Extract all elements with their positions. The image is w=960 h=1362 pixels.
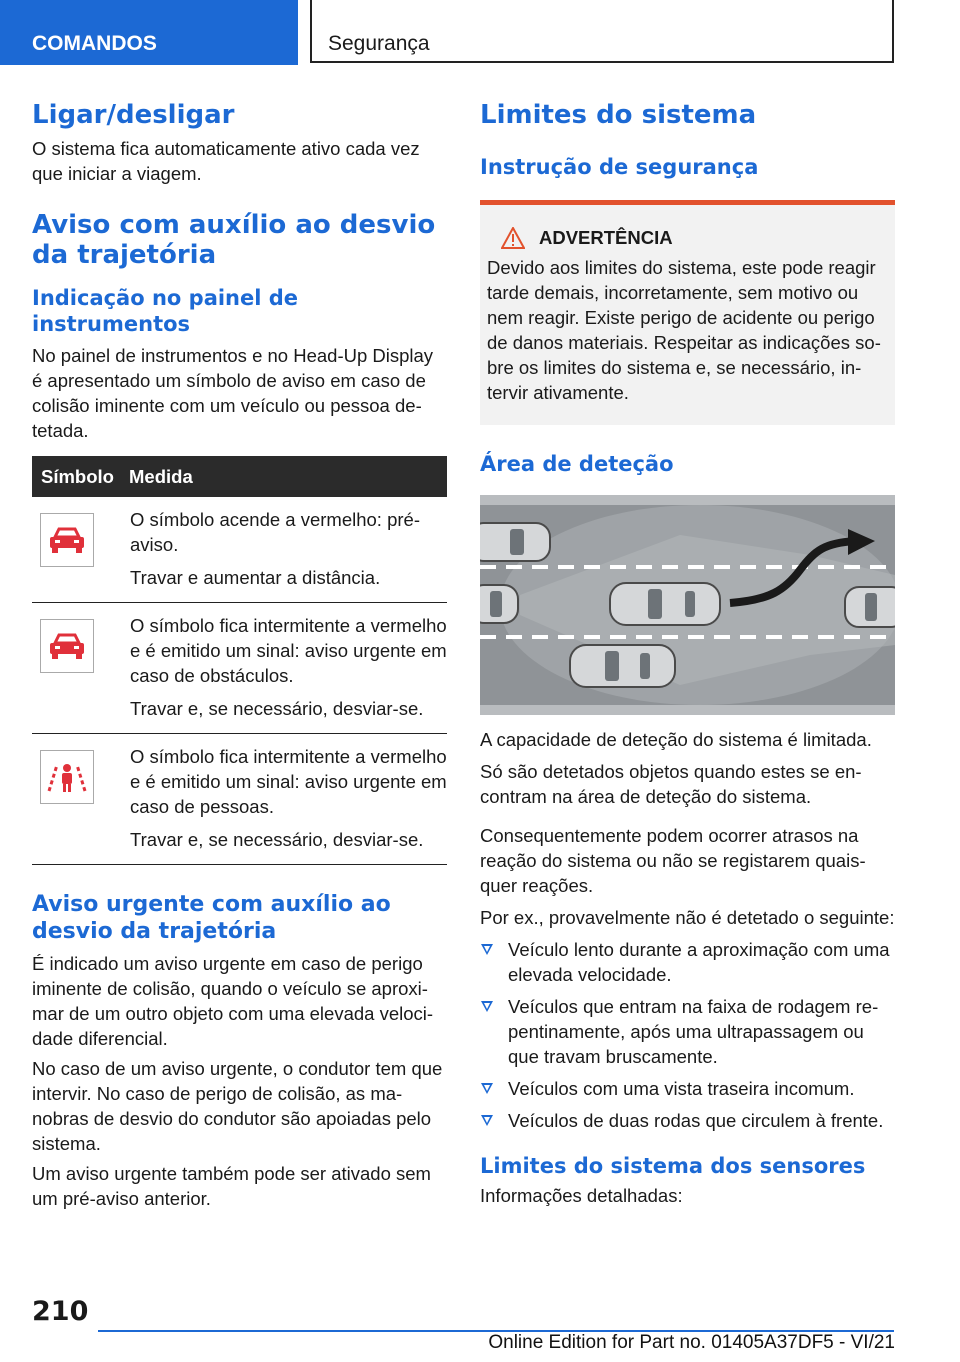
right-column <box>480 100 895 1208</box>
edition-footer: Online Edition for Part no. 01405A37DF5 - VI/21 <box>488 1332 895 1353</box>
bullet-triangle-icon <box>481 1115 493 1126</box>
heading-instrument-display: Indicação no painel de instrumentos <box>32 286 299 336</box>
measure-text: O símbolo fica intermitente a vermelho e é emitido um sinal: aviso urgente em caso de pessoas. <box>130 746 447 817</box>
symbol-cell <box>32 613 130 721</box>
bullet-triangle-icon <box>481 1083 493 1094</box>
paragraph-area-3: Consequentemente podem ocorrer atrasos na reação do sistema ou não se registarem quaisquer reações. <box>480 825 866 896</box>
pedestrian-warning-icon <box>40 750 94 804</box>
paragraph-on-off: O sistema fica automaticamente ativo cada vez que iniciar a viagem. <box>32 138 420 184</box>
paragraph-instrument-display: No painel de instrumentos e no Head-Up Display é apresentado um símbolo de aviso em caso de colisão iminente com um veículo ou pessoa detetada. <box>32 345 434 441</box>
list-item-text: Veículos de duas rodas que circulem à frente. <box>508 1110 884 1131</box>
list-item-text: Veículos com uma vista traseira incomum. <box>508 1078 855 1099</box>
paragraph-urgent-1: É indicado um aviso urgente em caso de perigo iminente de colisão, quando o veículo se aproximar de um outro objeto com uma elevada velocidade diferencial. <box>32 953 434 1049</box>
heading-collision-warning: Aviso com auxílio ao desvio da trajetória <box>32 210 436 270</box>
paragraph-area-1: A capacidade de deteção do sistema é limitada. <box>480 729 872 750</box>
paragraph-area-4: Por ex., provavelmente não é detetado o seguinte: <box>480 907 895 928</box>
list-item <box>480 994 895 1069</box>
heading-system-limits: Limites do sistema <box>480 100 757 130</box>
detection-area-illustration <box>480 495 895 715</box>
measure-cell <box>130 613 447 721</box>
table-header <box>32 456 447 497</box>
heading-sensor-limits: Limites do sistema dos sensores <box>480 1154 866 1178</box>
table-row <box>32 497 447 603</box>
symbol-cell <box>32 507 130 590</box>
warning-text: Devido aos limites do sistema, este pode reagir tarde demais, incorretamente, sem motivo ou nem reagir. Existe perigo de acidente ou perigo de danos materiais. Respeitar as indicações sobre os limites do sistema e, se necessário, intervir ativamente. <box>487 257 881 403</box>
symbol-table <box>32 456 447 865</box>
paragraph-urgent-2: No caso de um aviso urgente, o condutor tem que intervir. No caso de perigo de colisão, as manobras de desvio do condutor são apoiadas pelo sistema. <box>32 1058 443 1154</box>
table-row <box>32 603 447 734</box>
measure-cell <box>130 744 447 852</box>
table-row <box>32 734 447 865</box>
heading-on-off: Ligar/desligar <box>32 100 235 130</box>
car-warning-red-icon <box>40 513 94 567</box>
warning-title-row <box>487 227 885 249</box>
bullet-triangle-icon <box>481 944 493 955</box>
measure-action: Travar e, se necessário, desviar-se. <box>130 698 424 719</box>
list-item <box>480 1108 895 1133</box>
measure-text: O símbolo acende a vermelho: pré-aviso. <box>130 509 420 555</box>
section-tab <box>0 0 298 65</box>
topic-header <box>310 0 894 63</box>
list-item <box>480 1076 895 1101</box>
heading-detection-area: Área de deteção <box>480 452 674 476</box>
paragraph-area-2: Só são detetados objetos quando estes se encontram na área de deteção do sistema. <box>480 761 862 807</box>
paragraph-urgent-3: Um aviso urgente também pode ser ativado sem um pré-aviso anterior. <box>32 1163 431 1209</box>
measure-cell <box>130 507 447 590</box>
list-item-text: Veículos que entram na faixa de rodagem repentinamente, após uma ultrapassagem ou que travam bruscamente. <box>508 996 879 1067</box>
topic-label: Segurança <box>328 32 430 55</box>
column-measure: Medida <box>129 466 193 487</box>
heading-urgent-warning: Aviso urgente com auxílio ao desvio da trajetória <box>32 892 391 944</box>
list-item-text: Veículo lento durante a aproximação com uma elevada velocidade. <box>508 939 890 985</box>
warning-box <box>480 200 895 425</box>
left-column <box>32 100 447 1211</box>
warning-triangle-icon <box>501 227 525 249</box>
warning-title: ADVERTÊNCIA <box>539 227 673 248</box>
page-number: 210 <box>32 1296 89 1327</box>
measure-action: Travar e aumentar a distância. <box>130 567 381 588</box>
car-warning-flashing-icon <box>40 619 94 673</box>
heading-safety-instruction: Instrução de segurança <box>480 155 759 179</box>
section-label: COMANDOS <box>32 32 157 55</box>
paragraph-sensors: Informações detalhadas: <box>480 1185 683 1206</box>
measure-text: O símbolo fica intermitente a vermelho e é emitido um sinal: aviso urgente em caso de obstáculos. <box>130 615 447 686</box>
symbol-cell <box>32 744 130 852</box>
column-symbol: Símbolo <box>41 466 114 487</box>
measure-action: Travar e, se necessário, desviar-se. <box>130 829 424 850</box>
limitation-list <box>480 937 895 1133</box>
list-item <box>480 937 895 987</box>
bullet-triangle-icon <box>481 1001 493 1012</box>
